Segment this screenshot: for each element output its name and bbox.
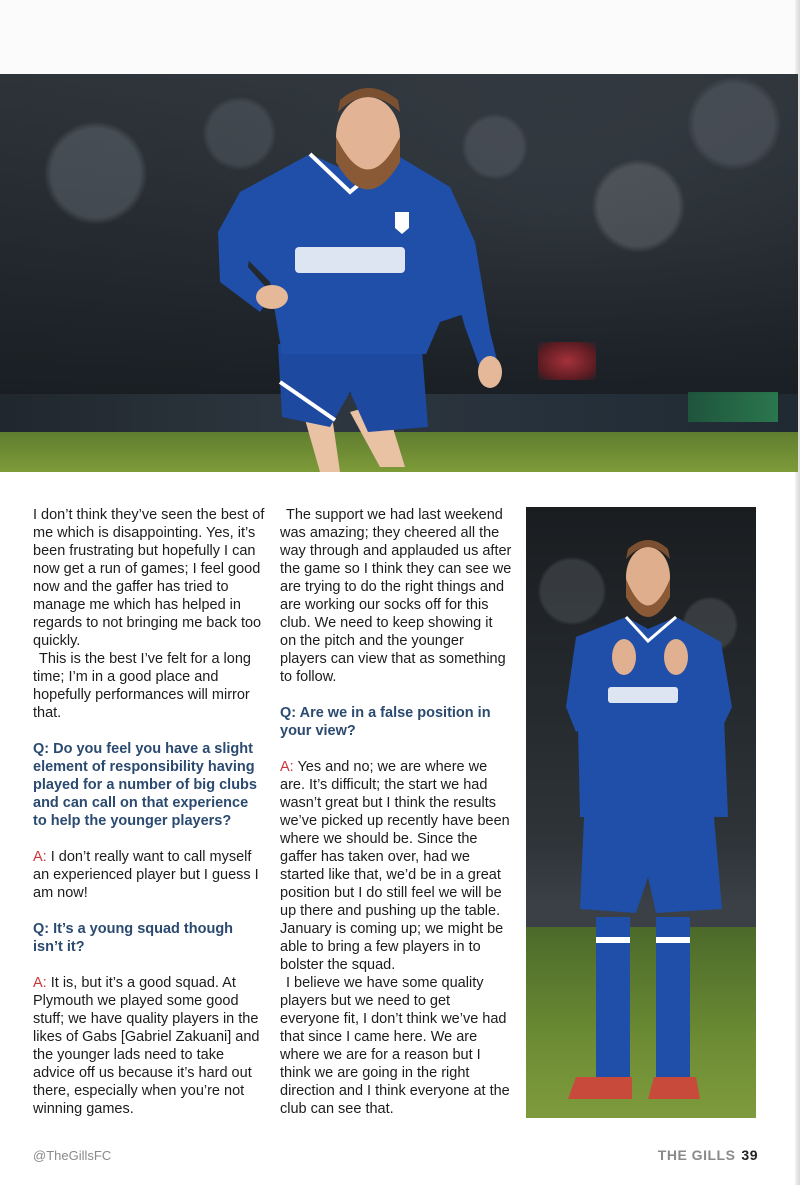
answer-text: It is, but it’s a good squad. At Plymouth we played some good stuff; we have quality players in the likes of Gabs [Gabriel Zakuani] and the younger lads need to take advice off us because it’s hard out there, especially when you’re not winning games.: [33, 975, 260, 1117]
paragraph: I believe we have some quality players but we need to get everyone fit, I don’t think we’ve had that since I came here. We are where we are for a reason but I think we are going in the right direction and I think everyone at the club can see that.: [280, 975, 510, 1117]
paragraph: This is the best I’ve felt for a long time; I’m in a good place and hopefully performances will mirror that.: [33, 651, 251, 721]
side-photo: [526, 507, 756, 1118]
page-top-margin: [0, 0, 800, 74]
answer-label: A:: [33, 975, 47, 991]
answer: [33, 848, 265, 902]
hero-photo: [0, 74, 798, 472]
article-column-1: [33, 506, 265, 1118]
paragraph: I don’t think they’ve seen the best of me which is disappointing. Yes, it’s been frustrating but hopefully I can now get a run of games; I feel good now and the gaffer has tried to manage me which has helped in regards to not bringing me back too quickly.: [33, 507, 265, 649]
applauding-player-figure: [536, 517, 756, 1117]
answer: [33, 974, 265, 1118]
advert-green-panel: [688, 392, 778, 422]
answer-text: I don’t really want to call myself an experienced player but I guess I am now!: [33, 849, 259, 901]
answer-label: A:: [280, 759, 294, 775]
running-player-figure: [200, 82, 520, 472]
paragraph: The support we had last weekend was amazing; they cheered all the way through and applauded us after the game so I think they can see we are trying to do the right things and are working our socks off for this club. We need to keep showing it on the pitch and the younger players can view that as something to follow.: [280, 507, 512, 685]
question: Q: It’s a young squad though isn’t it?: [33, 921, 234, 955]
answer-text: Yes and no; we are where we are. It’s difficult; the start we had wasn’t great but I think the results we’ve picked up recently have been where we should be. Since the gaffer has taken over, had we started like that, we’d be in a great position but I do still feel we will be up there and pushing up the table. January is coming up; we might be able to bring a few players in to bolster the squad.: [280, 759, 510, 973]
article-column-2: [280, 506, 512, 1118]
page-footer: [658, 1147, 758, 1163]
page-number: 39: [741, 1147, 758, 1163]
answer: [280, 758, 512, 974]
question: Q: Do you feel you have a slight element of responsibility having played for a number of big clubs and can call on that experience to help the younger players?: [33, 741, 257, 829]
answer-label: A:: [33, 849, 47, 865]
advert-light: [538, 342, 596, 380]
magazine-name: THE GILLS: [657, 1147, 736, 1163]
question: Q: Are we in a false position in your view?: [280, 705, 491, 739]
twitter-handle: @TheGillsFC: [33, 1148, 112, 1163]
